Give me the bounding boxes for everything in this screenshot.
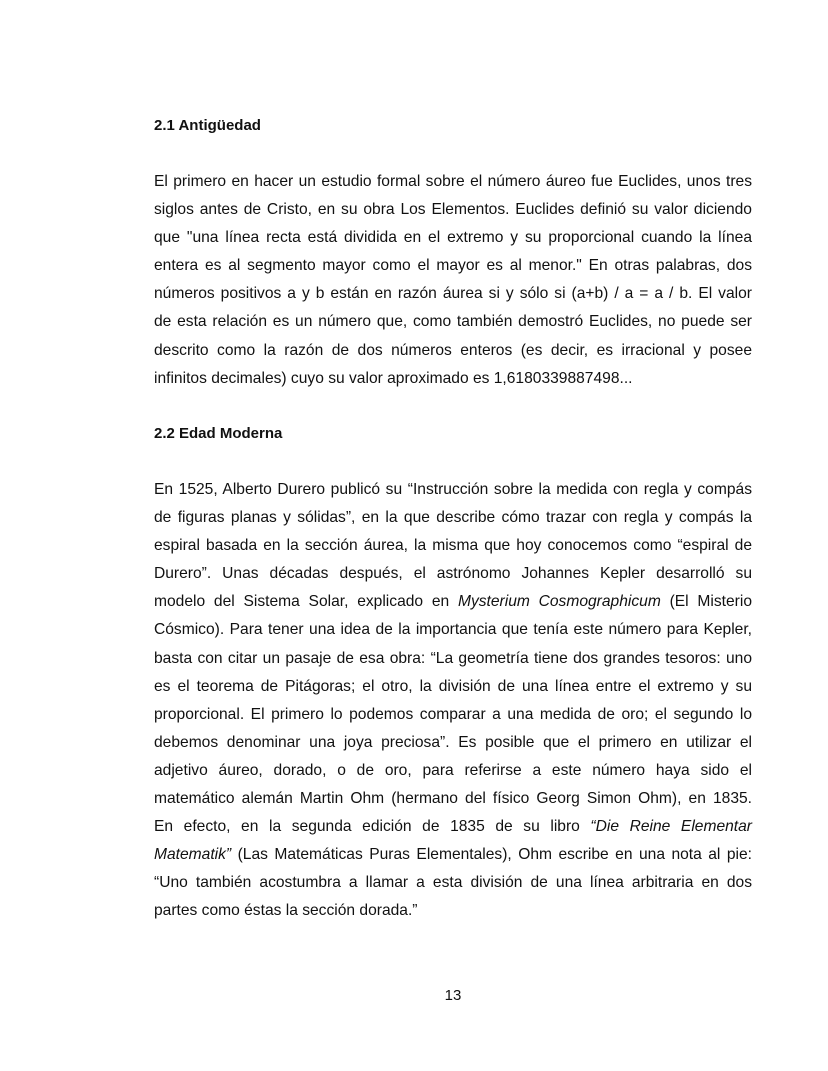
text-line: modelo del Sistema Solar, explicado en Mysterium Cosmographicum (El Misterio [154, 593, 752, 611]
text-line: entera es al segmento mayor como el mayor es al menor." En otras palabras, dos [154, 257, 752, 275]
text-line: adjetivo áureo, dorado, o de oro, para referirse a este número haya sido el [154, 761, 752, 779]
text-line: siglos antes de Cristo, en su obra Los Elementos. Euclides definió su valor diciendo [154, 201, 752, 219]
text-line: El primero en hacer un estudio formal sobre el número áureo fue Euclides, unos tres [154, 173, 752, 190]
text-line: de esta relación es un número que, como también demostró Euclides, no puede ser [154, 313, 752, 331]
text-line: Durero”. Unas décadas después, el astrónomo Johannes Kepler desarrolló su [154, 565, 752, 583]
section-heading-edad-moderna: 2.2 Edad Moderna [154, 425, 283, 442]
text-line: debemos denominar una joya preciosa”. Es posible que el primero en utilizar el [154, 733, 752, 751]
text-line: basta con citar un pasaje de esa obra: “La geometría tiene dos grandes tesoros: uno [154, 649, 752, 667]
text-line: espiral basada en la sección áurea, la misma que hoy conocemos como “espiral de [154, 537, 752, 555]
text-line: de figuras planas y sólidas”, en la que describe cómo trazar con regla y compás la [154, 509, 752, 527]
text-line: En 1525, Alberto Durero publicó su “Instrucción sobre la medida con regla y compás [154, 481, 752, 498]
italic-title: Mysterium Cosmographicum [457, 593, 661, 611]
text-line: partes como éstas la sección dorada.” [154, 902, 418, 920]
paragraph-antiguedad [154, 168, 752, 393]
text-line: descrito como la razón de dos números enteros (es decir, es irracional y posee [154, 341, 752, 359]
text-line: “Uno también acostumbra a llamar a esta división de una línea arbitraria en dos [154, 874, 752, 892]
text-line: Matematik” (Las Matemáticas Puras Elementales), Ohm escribe en una nota al pie: [154, 846, 752, 864]
text-line: números positivos a y b están en razón áurea si y sólo si (a+b) / a = a / b. El valor [154, 285, 752, 303]
text-line: proporcional. El primero lo podemos comparar a una medida de oro; el segundo lo [154, 705, 752, 723]
section-heading-antiguedad: 2.1 Antigüedad [154, 117, 261, 134]
italic-title: “Die Reine Elementar [590, 818, 752, 836]
page-number: 13 [444, 987, 462, 1004]
text-line: Cósmico). Para tener una idea de la importancia que tenía este número para Kepler, [154, 621, 752, 639]
paragraph-edad-moderna [154, 476, 752, 926]
text-line: matemático alemán Martin Ohm (hermano del físico Georg Simon Ohm), en 1835. [154, 790, 752, 808]
italic-title: Matematik” [154, 846, 232, 864]
text-line: es el teorema de Pitágoras; el otro, la división de una línea entre el extremo y su [154, 677, 752, 695]
text-line: infinitos decimales) cuyo su valor aproximado es 1,6180339887498... [154, 369, 633, 387]
text-line: En efecto, en la segunda edición de 1835 de su libro “Die Reine Elementar [154, 818, 752, 836]
text-line: que "una línea recta está dividida en el extremo y su proporcional cuando la línea [154, 229, 752, 247]
